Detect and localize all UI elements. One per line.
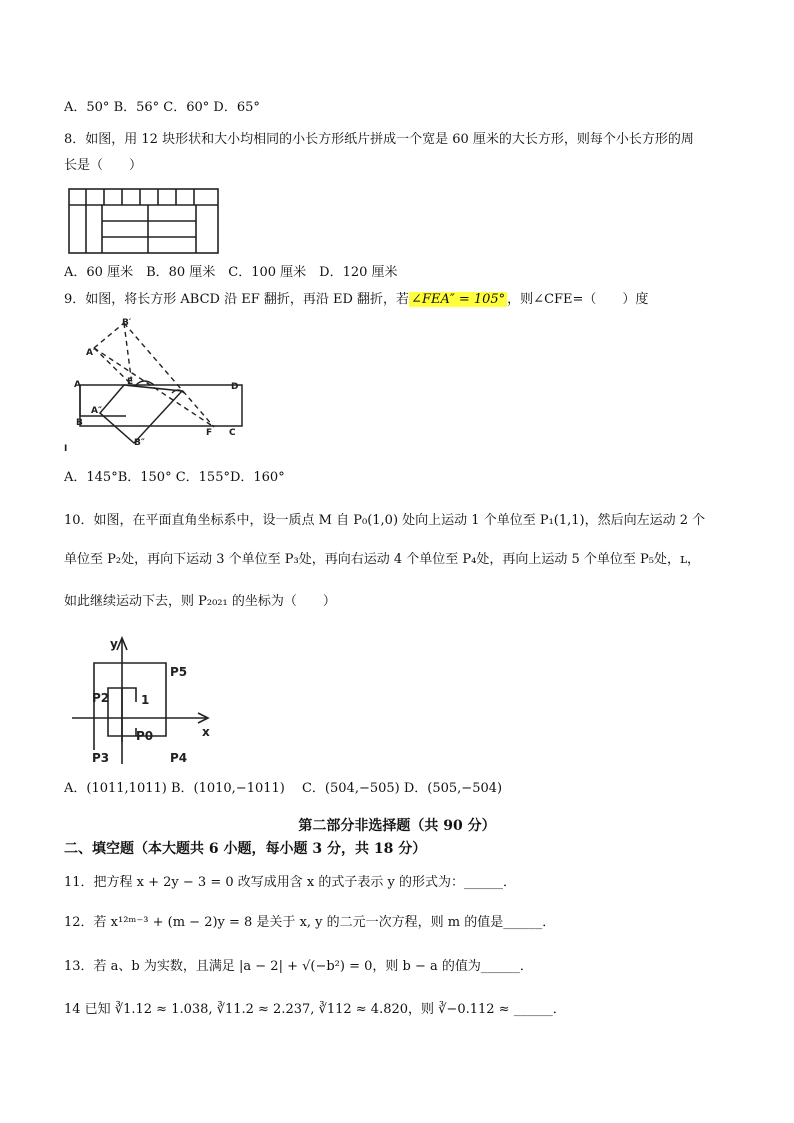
q9-label-a2: A″ — [91, 406, 102, 416]
q10-stem-line2: 单位至 P₂处，再向下运动 3 个单位至 P₃处，再向右运动 4 个单位至 P₄处，再向上运动 5 个单位至 P₅处，ʟ， — [64, 552, 701, 567]
q13: 13．若 a、b 为实数，且满足 |a − 2| + √(−b²) = 0，则 b − a 的值为______． — [64, 959, 533, 974]
q10-label-y: y — [110, 637, 118, 651]
section2-title: 第二部分非选择题（共 90 分） — [298, 818, 496, 834]
q9-label-e: E — [127, 377, 134, 387]
q9-label-b1: B′ — [122, 318, 132, 328]
q10-label-p5: P5 — [170, 665, 188, 679]
q10-label-x: x — [202, 725, 210, 739]
q9-stem-pre: 9．如图，将长方形 ABCD 沿 EF 翻折，再沿 ED 翻折，若 — [64, 292, 410, 307]
q9-label-a1: A′ — [86, 348, 96, 358]
q10-label-p3: P3 — [92, 751, 110, 765]
q9-label-fig: I — [64, 444, 68, 454]
q9-label-c: C — [229, 428, 236, 438]
q9-label-a: A — [74, 380, 81, 390]
q10-label-p4: P4 — [170, 751, 188, 765]
q8-stem-line1: 8．如图，用 12 块形状和大小均相同的小长方形纸片拼成一个宽是 60 厘米的大长方形，则每个小长方形的周 — [64, 132, 694, 147]
q10-label-p1: 1 — [141, 693, 150, 707]
q9-highlight: ∠FEA″ = 105° — [411, 292, 506, 307]
q10-label-p2: P2 — [92, 691, 110, 705]
q11: 11．把方程 x + 2y − 3 = 0 改写成用含 x 的式子表示 y 的形式为：______． — [64, 875, 516, 890]
q10-label-p0: P0 — [136, 729, 154, 743]
q10-stem-line1: 10．如图，在平面直角坐标系中，设一质点 M 自 P₀(1,0) 处向上运动 1 个单位至 P₁(1,1)，然后向左运动 2 个 — [64, 513, 706, 528]
q9-label-f: F — [206, 428, 213, 438]
q9-options: A．145°B．150° C．155°D．160° — [64, 470, 285, 485]
q8-options: A．60 厘米 B．80 厘米 C．100 厘米 D．120 厘米 — [64, 265, 398, 280]
q9-stem-post: ，则∠CFE=（ ）度 — [507, 292, 649, 307]
q8-rectangle-figure — [68, 185, 220, 255]
q9-stem — [64, 291, 648, 309]
section2-heading: 二、填空题（本大题共 6 小题，每小题 3 分，共 18 分） — [64, 841, 427, 857]
q10-options: A．(1011,1011) B．(1010,−1011) C．(504,−505) D．(505,−504) — [64, 781, 503, 796]
q9-label-d: D — [231, 382, 239, 392]
q8-stem-line2: 长是（ ） — [64, 158, 143, 173]
q7-options: A．50° B．56° C．60° D．65° — [64, 100, 260, 115]
q10-stem-line3: 如此继续运动下去，则 P₂₀₂₁ 的坐标为（ ） — [64, 594, 336, 609]
q9-label-b2: B″ — [134, 438, 145, 448]
q14: 14 已知 ∛1.12 ≈ 1.038, ∛11.2 ≈ 2.237, ∛112 ≈ 4.820，则 ∛−0.112 ≈ ______． — [64, 1002, 566, 1017]
q10-coordinate-figure — [66, 632, 226, 770]
q9-fold-figure — [64, 315, 254, 460]
q9-label-b: B — [76, 418, 83, 428]
q12: 12．若 x¹²ᵐ⁻³ + (m − 2)y = 8 是关于 x, y 的二元一次方程，则 m 的值是______． — [64, 915, 556, 930]
